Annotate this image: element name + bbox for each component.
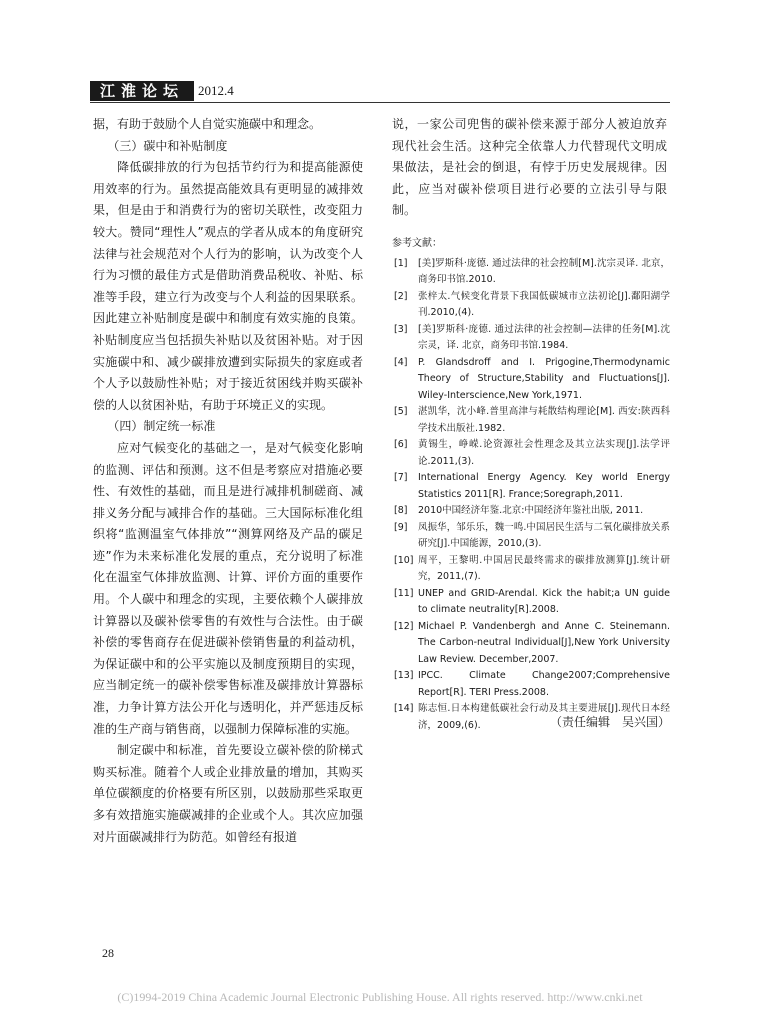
reference-text: 周平，王黎明.中国居民最终需求的碳排放测算[J].统计研究，2011,(7).: [418, 554, 670, 582]
reference-number: [13]: [394, 670, 414, 681]
reference-number: [8]: [394, 505, 408, 516]
reference-item: [392, 553, 670, 586]
reference-item: [392, 355, 670, 405]
reference-text: 湛凯华，沈小峰.普里高津与耗散结构理论[M]. 西安:陕西科学技术出版社.1982.: [418, 406, 670, 434]
reference-text: P. Glandsdroff and I. Prigogine,Thermodynamic Theory of Structure,Stability and Fluctuations[J]. Wiley-Interscience,New York,1971.: [418, 356, 670, 401]
responsible-editor: （责任编辑 吴兴国）: [550, 715, 671, 729]
paragraph: 应对气候变化的基础之一，是对气候变化影响的监测、评估和预测。这不但是考察应对措施必要性、有效性的基础，而且是进行减排机制磋商、减排义务分配与减排合作的基础。三大国际标准化组织将“监测温室气体排放”“测算网络及产品的碳足迹”作为未来标准化发展的重点，充分说明了标准化在温室气体排放监测、计算、评价方面的重要作用。个人碳中和理念的实现，主要依赖个人碳排放计算器以及碳补偿零售的有效性与合法性。由于碳补偿的零售商存在促进碳补偿销售量的利益动机，为保证碳中和的公平实施以及制度预期目的实现，应当制定统一的碳补偿零售标准及碳排放计算器标准，力争计算方法公开化与透明化，并严惩违反标准的生产商与销售商，以强制力保障标准的实施。: [93, 440, 363, 736]
reference-text: 黄锡生，峥嵘.论资源社会性理念及其立法实现[J].法学评论.2011,(3).: [418, 439, 670, 467]
reference-text: 凤振华，邹乐乐，魏一鸣.中国居民生活与二氧化碳排放关系研究[J].中国能源，2010,(3).: [418, 521, 670, 549]
issue-number: 2012.4: [198, 83, 234, 98]
reference-item: [392, 256, 670, 289]
reference-number: [4]: [394, 356, 408, 368]
reference-number: [3]: [394, 323, 408, 335]
reference-number: [2]: [394, 290, 408, 302]
journal-header: [90, 80, 234, 102]
reference-number: [12]: [394, 620, 414, 632]
reference-item: [392, 586, 670, 619]
copyright-footer: (C)1994-2019 China Academic Journal Electronic Publishing House. All rights reserved. http://www.cnki.net: [117, 990, 643, 1004]
reference-text: 张梓太.气候变化背景下我国低碳城市立法初论[J].鄱阳湖学刊.2010,(4).: [418, 290, 670, 318]
reference-text: 2010中国经济年鉴.北京:中国经济年鉴社出版, 2011.: [418, 505, 644, 516]
reference-number: [14]: [394, 703, 414, 714]
paragraph-continuation: 说，一家公司兜售的碳补偿来源于部分人被迫放弃现代社会生活。这种完全依靠人力代替现代文明成果做法，是社会的倒退，有悖于历史发展规律。因此，应当对碳补偿项目进行必要的立法引导与限制。: [392, 117, 667, 218]
reference-number: [10]: [394, 554, 414, 566]
left-column: [93, 114, 363, 848]
paragraph: 降低碳排放的行为包括节约行为和提高能源使用效率的行为。虽然提高能效具有更明显的减排效果，但是由于和消费行为的密切关联性，改变阻力较大。赞同“理性人”观点的学者从成本的角度研究法律与社会规范对个人行为的影响，认为改变个人行为习惯的最佳方式是借助消费品税收、补贴、标准等手段，建立行为改变与个人利益的因果联系。因此建立补贴制度是碳中和制度有效实施的良策。补贴制度应当包括损失补贴以及贫困补贴。对于因实施碳中和、减少碳排放遭到实际损失的家庭或者个人予以鼓励性补贴；对于接近贫困线并购买碳补偿的人以贫困补贴，有助于环境正义的实现。: [93, 160, 363, 412]
reference-item: [392, 619, 670, 669]
section-heading: （四）制定统一标准: [107, 419, 216, 434]
journal-logo: 江淮论坛: [90, 81, 194, 101]
reference-number: [6]: [394, 439, 408, 450]
reference-text: UNEP and GRID-Arendal. Kick the habit;a UN guide to climate neutrality[R].2008.: [418, 587, 670, 615]
paragraph: 制定碳中和标准，首先要设立碳补偿的阶梯式购买标准。随着个人或企业排放量的增加，其购买单位碳额度的价格要有所区别，以鼓励那些采取更多有效措施实施碳减排的企业或个人。其次应加强对片面碳减排行为防范。如曾经有报道: [93, 743, 363, 844]
section-heading: （三）碳中和补贴制度: [107, 138, 228, 153]
reference-text: [美]罗斯科·庞德. 通过法律的社会控制—法律的任务[M].沈宗灵，译. 北京，商务印书馆.1984.: [418, 323, 670, 351]
reference-number: [1]: [394, 257, 408, 269]
reference-item: [392, 404, 670, 437]
reference-item: [392, 289, 670, 322]
reference-text: IPCC. Climate Change2007;Comprehensive Report[R]. TERI Press.2008.: [418, 670, 670, 698]
reference-text: Michael P. Vandenbergh and Anne C. Steinemann. The Carbon-neutral Individual[J],New York University Law Review. December,2007.: [418, 620, 670, 665]
reference-item: [392, 503, 670, 520]
page-number: 28: [102, 946, 114, 960]
reference-item: [392, 322, 670, 355]
reference-number: [11]: [394, 587, 414, 599]
references-title: 参考文献：: [392, 238, 442, 249]
reference-number: [9]: [394, 521, 408, 533]
paragraph-continuation: 据，有助于鼓励个人自觉实施碳中和理念。: [93, 117, 322, 131]
header-divider: [90, 102, 670, 103]
reference-number: [7]: [394, 472, 408, 483]
reference-text: [美]罗斯科·庞德. 通过法律的社会控制[M].沈宗灵译. 北京，商务印书馆.2010.: [418, 257, 670, 285]
references-list: [392, 256, 670, 735]
reference-number: [5]: [394, 406, 408, 417]
reference-item: [392, 520, 670, 553]
references-section: [392, 236, 670, 734]
reference-text: 陈志恒.日本构建低碳社会行动及其主要进展[J].现代日本经济，2009,(6).: [418, 703, 670, 731]
right-column: [392, 114, 667, 222]
reference-item: [392, 470, 670, 503]
reference-item: [392, 668, 670, 701]
reference-item: [392, 437, 670, 470]
reference-text: International Energy Agency. Key world Energy Statistics 2011[R]. France;Soregraph,2011.: [418, 472, 670, 500]
